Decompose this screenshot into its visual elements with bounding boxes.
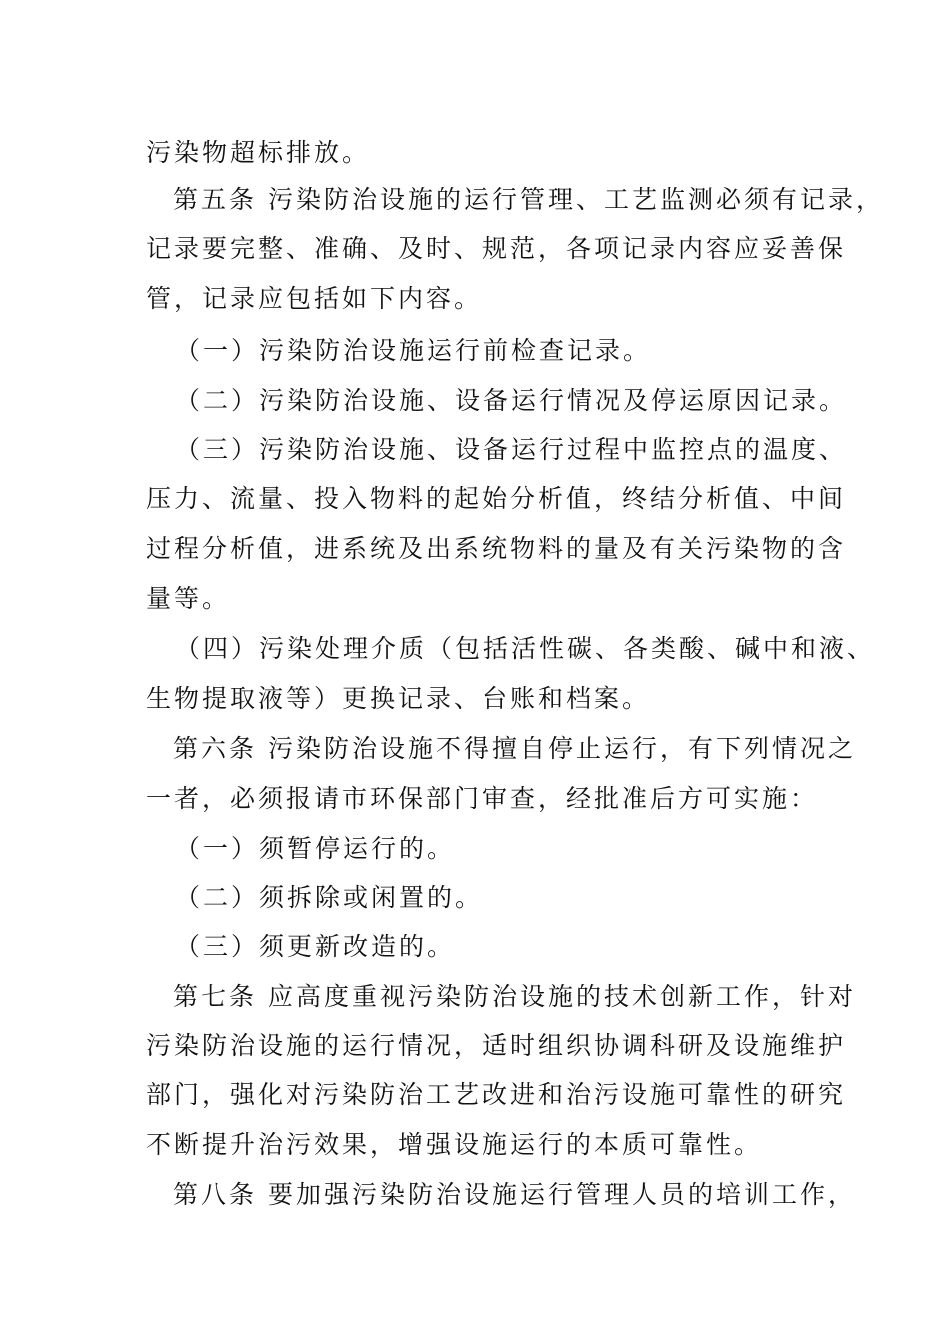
text-line-14: 一者，必须报请市环保部门审查，经批准后方可实施： [146, 784, 819, 813]
text-line-8: 压力、流量、投入物料的起始分析值，终结分析值、中间 [146, 484, 847, 513]
text-line-4: 管，记录应包括如下内容。 [146, 284, 483, 313]
list-item-5-4: （四）污染处理介质（包括活性碳、各类酸、碱中和液、 [175, 634, 876, 663]
article-6-heading-line: 第六条 污染防治设施不得擅自停止运行，有下列情况之 [173, 734, 856, 763]
list-item-6-3: （三）须更新改造的。 [175, 932, 456, 961]
list-item-6-1: （一）须暂停运行的。 [175, 834, 456, 863]
list-item-5-2: （二）污染防治设施、设备运行情况及停运原因记录。 [175, 386, 848, 415]
list-item-6-2: （二）须拆除或闲置的。 [175, 883, 484, 912]
article-8-heading-line: 第八条 要加强污染防治设施运行管理人员的培训工作， [173, 1180, 856, 1209]
list-item-5-3: （三）污染防治设施、设备运行过程中监控点的温度、 [175, 435, 848, 464]
text-line-10: 量等。 [146, 584, 231, 613]
text-line-20: 部门，强化对污染防治工艺改进和治污设施可靠性的研究 [146, 1080, 847, 1109]
text-line-9: 过程分析值，进系统及出系统物料的量及有关污染物的含 [146, 534, 847, 563]
list-item-5-1: （一）污染防治设施运行前检查记录。 [175, 336, 652, 365]
article-5-heading-line: 第五条 污染防治设施的运行管理、工艺监测必须有记录， [173, 185, 884, 214]
text-line-21: 不断提升治污效果，增强设施运行的本质可靠性。 [146, 1130, 763, 1159]
article-7-heading-line: 第七条 应高度重视污染防治设施的技术创新工作，针对 [173, 982, 856, 1011]
text-line-19: 污染防治设施的运行情况，适时组织协调科研及设施维护 [146, 1031, 847, 1060]
text-line-3: 记录要完整、准确、及时、规范，各项记录内容应妥善保 [146, 234, 847, 263]
text-line-12: 生物提取液等）更换记录、台账和档案。 [146, 684, 651, 713]
text-line-1: 污染物超标排放。 [146, 138, 371, 167]
